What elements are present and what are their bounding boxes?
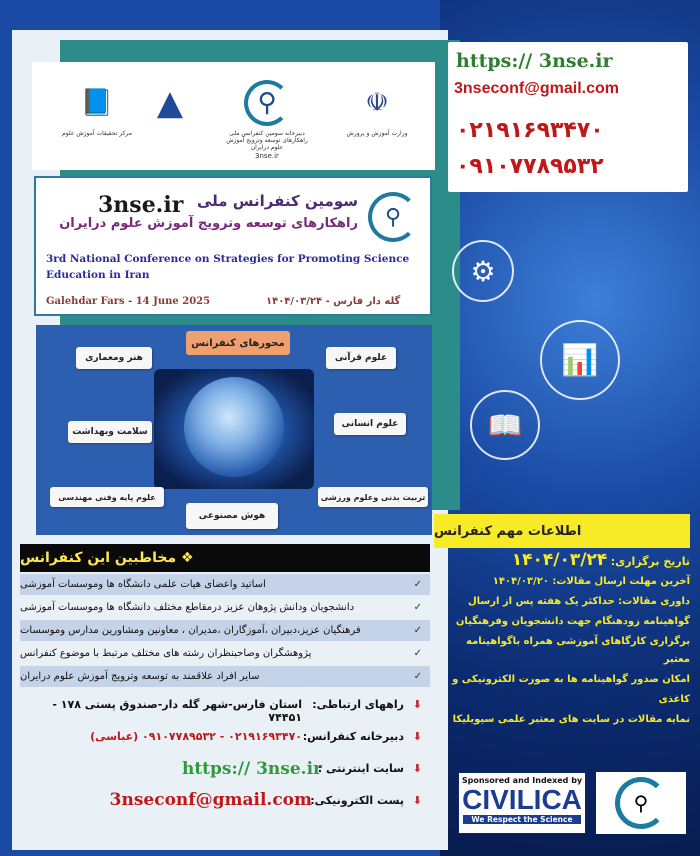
audience-text: دانشجویان ودانش پژوهان عزیز درمقاطع مختلف دانشگاه ها وموسسات آموزشی [20, 602, 355, 613]
list-item [20, 620, 430, 641]
globe-image [154, 369, 314, 489]
list-item [20, 574, 430, 595]
azad-university-logo [147, 80, 193, 126]
conference-axes-panel [36, 325, 432, 535]
check-icon: ✓ [413, 579, 422, 590]
conference-logo-icon: ⚲ [244, 80, 290, 126]
info-heading: اطلاعات مهم کنفرانس [434, 514, 690, 548]
contact-website [20, 759, 430, 784]
check-icon: ✓ [413, 625, 422, 636]
civilica-tagline: We Respect the Science [463, 815, 581, 824]
audience-panel [16, 538, 434, 843]
info-date-label: تاریخ برگزاری: [610, 555, 690, 568]
axis-physical-education: تربیت بدنی وعلوم ورزشی [318, 487, 428, 507]
arrow-icon: ⬇ [412, 794, 422, 807]
arrow-icon: ⬇ [412, 698, 422, 711]
research-center-logo [52, 80, 142, 137]
info-date-value: ۱۴۰۴/۰۳/۲۴ [511, 550, 608, 570]
address-value: استان فارس-شهر گله دار-صندوق پستی ۱۷۸ - ۷۴۴۵۱ [52, 698, 302, 724]
address-label: راههای ارتباطی: [312, 698, 404, 711]
contact-box [448, 42, 688, 192]
conference-badge-icon: ⚲ [368, 192, 418, 242]
check-icon: ✓ [413, 648, 422, 659]
contact-email: 3nseconf@gmail.com [454, 80, 619, 97]
arrow-icon: ⬇ [412, 730, 422, 743]
info-deadline: آخرین مهلت ارسال مقالات: ۱۴۰۴/۰۳/۲۰ [492, 576, 690, 587]
contact-url: https:// 3nse.ir [456, 50, 613, 72]
contact-email [20, 790, 430, 818]
check-icon: ✓ [413, 671, 422, 682]
conference-logo-bottom [596, 772, 686, 834]
audience-heading: ❖ مخاطبین این کنفرانس [20, 544, 430, 572]
chart-icon: 📊 [540, 320, 620, 400]
title-fa-line2: راهکارهای توسعه وترویج آموزش علوم درایران [59, 216, 358, 231]
title-site: 3nse.ir [98, 192, 184, 218]
check-icon: ✓ [413, 602, 422, 613]
info-review: داوری مقالات: حداکثر یک هفته پس از ارسال [467, 596, 690, 607]
title-panel [34, 176, 432, 316]
audience-text: پژوهشگران وصاحبنظران رشته های مختلف مرتبط با موضوع کنفرانس [20, 648, 312, 659]
axis-artificial-intelligence: هوش مصنوعی [186, 503, 278, 529]
axis-quranic-sciences: علوم قرآنی [326, 347, 396, 369]
contact-phone-1: ۰۲۱۹۱۶۹۳۴۷۰ [456, 118, 604, 143]
website-label: سایت اینترنتی : [317, 762, 404, 775]
info-cert-3: معتبر [663, 654, 690, 665]
list-item [20, 643, 430, 664]
conference-logo [222, 80, 312, 160]
globe-icon [184, 377, 284, 477]
list-item [20, 666, 430, 687]
website-value: https:// 3nse.ir [181, 759, 322, 779]
title-fa-line1: سومین کنفرانس ملی [196, 192, 358, 210]
ministry-caption: وزارت آموزش و پرورش [346, 130, 408, 137]
info-cert-2: برگزاری کارگاهای آموزشی همراه باگواهینامه [466, 636, 690, 647]
ministry-logo [332, 80, 422, 137]
arrow-icon: ⬇ [412, 762, 422, 775]
axis-humanities: علوم انسانی [334, 413, 406, 435]
book-icon: 📖 [470, 390, 540, 460]
logos-panel [32, 62, 435, 170]
title-date-persian: گله دار فارس - ۱۴۰۴/۰۳/۲۴ [266, 296, 401, 307]
contact-secretariat [20, 730, 430, 750]
audience-text: فرهنگیان عزیز،دبیران ،آموزگاران ،مدیران ، معاونین ومشاورین مدارس وموسسات [20, 625, 361, 636]
conference-caption: دبیرخانه سومین کنفرانس ملی راهکارهای توسعه وترویج آموزش علوم درایران [226, 130, 308, 152]
audience-text: اساتید واعضای هیات علمی دانشگاه ها وموسسات آموزشی [20, 579, 266, 590]
civilica-logo [458, 772, 586, 834]
contact-phone-2: ۰۹۱۰۷۷۸۹۵۳۲ [456, 154, 604, 179]
info-index: نمایه مقالات در سایت های معتبر علمی سیویلیکا [452, 714, 690, 725]
axis-art-architecture: هنر ومعماری [76, 347, 152, 369]
audience-text: سایر افراد علاقمند به توسعه وترویج آموزش علوم درایران [20, 671, 260, 682]
conference-logo-icon: ⚲ [615, 777, 667, 829]
axis-basic-engineering: علوم پایه وفنی مهندسی [50, 487, 164, 507]
contact-address [20, 698, 430, 724]
info-date-row [512, 550, 690, 570]
title-english: 3rd National Conference on Strategies for Promoting Science Education in Iran [46, 253, 410, 281]
ministry-emblem-icon: ☫ [365, 88, 389, 118]
info-cert-1: گواهینامه زودهنگام جهت دانشجویان وفرهنگیان [455, 616, 690, 627]
secretariat-label: دبیرخانه کنفرانس: [302, 730, 404, 743]
azad-university-icon: ▲ [156, 83, 184, 123]
civilica-name: CIVILICA [462, 784, 582, 815]
civilica-top: Sponsored and Indexed by [461, 776, 583, 785]
book-person-icon: 📘 [80, 88, 114, 118]
axes-title: محورهای کنفرانس [186, 331, 290, 355]
title-date-english: Galehdar Fars - 14 June 2025 [46, 296, 211, 307]
secretariat-value: ۰۲۱۹۱۶۹۳۴۷۰ - ۰۹۱۰۷۷۸۹۵۳۲ (عباسی) [90, 730, 302, 743]
gear-icon: ⚙ [452, 240, 514, 302]
research-center-caption: مرکز تحقیقات آموزش علوم [62, 130, 132, 137]
info-cert-4: امکان صدور گواهینامه ها به صورت الکترونیکی و [452, 674, 690, 685]
conference-logo-url: 3nse.ir [255, 151, 279, 160]
email-label: پست الکترونیکی: [310, 794, 404, 807]
email-value: 3nseconf@gmail.com [109, 790, 312, 810]
axis-health: سلامت وبهداشت [68, 421, 152, 443]
list-item [20, 597, 430, 618]
info-cert-5: کاغذی [658, 694, 690, 705]
